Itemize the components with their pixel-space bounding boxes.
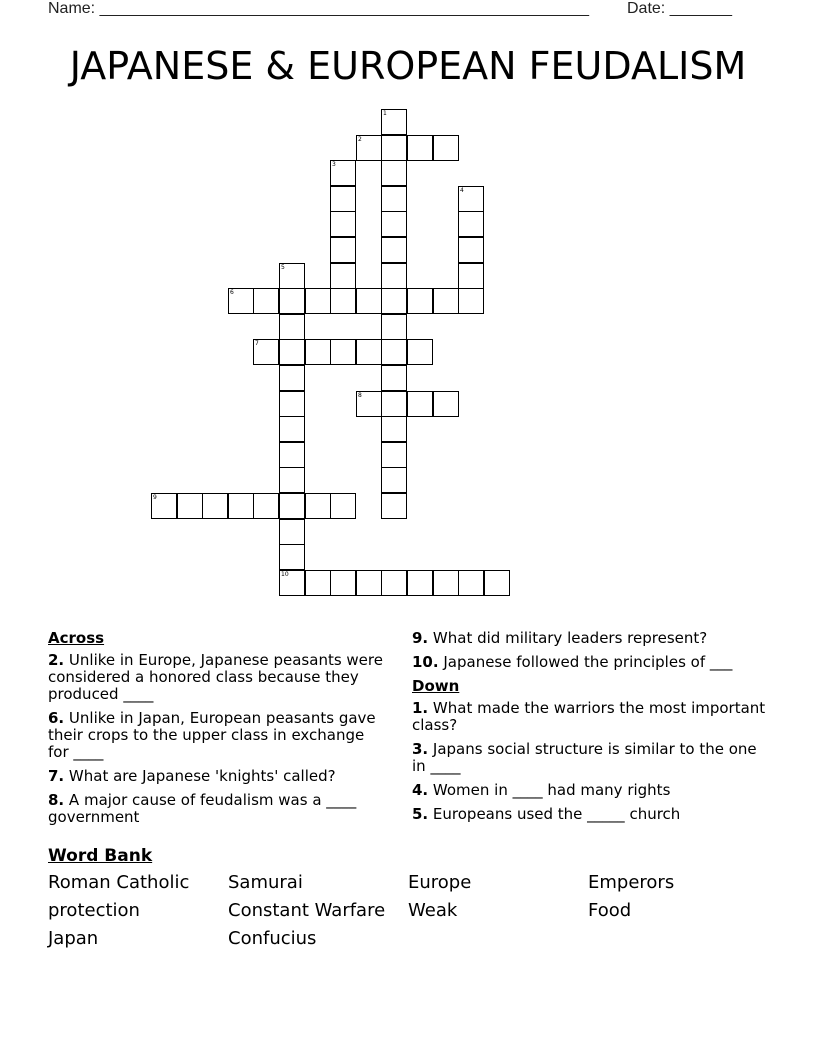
grid-cell[interactable] xyxy=(305,339,331,365)
grid-cell[interactable] xyxy=(433,570,459,596)
cell-number: 9 xyxy=(153,494,157,501)
grid-cell[interactable] xyxy=(381,365,407,391)
word-bank-item: Constant Warfare xyxy=(228,900,386,921)
word-bank xyxy=(48,846,768,949)
grid-cell[interactable] xyxy=(381,288,407,314)
clues-right-column xyxy=(412,630,772,830)
grid-cell[interactable] xyxy=(458,211,484,237)
grid-cell[interactable] xyxy=(381,109,407,135)
word-bank-title: Word Bank xyxy=(48,846,153,866)
grid-cell[interactable] xyxy=(458,288,484,314)
page-title: JAPANESE & EUROPEAN FEUDALISM xyxy=(69,44,747,88)
grid-cell[interactable] xyxy=(279,519,305,545)
grid-cell[interactable] xyxy=(279,416,305,442)
grid-cell[interactable] xyxy=(356,135,382,161)
grid-cell[interactable] xyxy=(381,442,407,468)
down-heading: Down xyxy=(412,677,460,695)
clue-across-6: 6. Unlike in Japan, European peasants gave their crops to the upper class in exchange for ____ xyxy=(48,709,376,761)
date-field[interactable]: Date: _______ xyxy=(627,0,732,17)
word-bank-item: Japan xyxy=(48,928,99,949)
grid-cell[interactable] xyxy=(458,570,484,596)
grid-cell[interactable] xyxy=(279,442,305,468)
grid-cell[interactable] xyxy=(356,288,382,314)
grid-cell[interactable] xyxy=(458,263,484,289)
word-bank-item: Confucius xyxy=(228,928,317,949)
grid-cell[interactable] xyxy=(381,493,407,519)
grid-cell[interactable] xyxy=(381,314,407,340)
grid-cell[interactable] xyxy=(330,570,356,596)
grid-cell[interactable] xyxy=(433,135,459,161)
grid-cell[interactable] xyxy=(381,416,407,442)
word-bank-item: Weak xyxy=(408,900,458,921)
grid-cell[interactable] xyxy=(381,211,407,237)
word-bank-item: Emperors xyxy=(588,872,675,893)
grid-cell[interactable] xyxy=(305,570,331,596)
grid-cell[interactable] xyxy=(458,186,484,212)
clue-down-5: 5. Europeans used the _____ church xyxy=(412,805,681,823)
grid-cell[interactable] xyxy=(330,288,356,314)
grid-cell[interactable] xyxy=(356,391,382,417)
grid-cell[interactable] xyxy=(330,160,356,186)
grid-cell[interactable] xyxy=(253,288,279,314)
grid-cell[interactable] xyxy=(253,493,279,519)
across-heading: Across xyxy=(48,629,105,647)
cell-number: 1 xyxy=(383,110,387,117)
grid-cell[interactable] xyxy=(381,467,407,493)
grid-cell[interactable] xyxy=(279,391,305,417)
grid-cell[interactable] xyxy=(381,391,407,417)
grid-cell[interactable] xyxy=(381,570,407,596)
grid-cell[interactable] xyxy=(305,288,331,314)
clue-down-3: 3. Japans social structure is similar to the one in ____ xyxy=(412,740,757,775)
word-bank-item: protection xyxy=(48,900,140,921)
grid-cell[interactable] xyxy=(279,263,305,289)
word-bank-item: Europe xyxy=(408,872,472,893)
cell-number: 4 xyxy=(460,187,464,194)
grid-cell[interactable] xyxy=(279,339,305,365)
cell-number: 3 xyxy=(332,161,336,168)
grid-cell[interactable] xyxy=(253,339,279,365)
clue-across-2: 2. Unlike in Europe, Japanese peasants were considered a honored class because they produced ____ xyxy=(48,651,383,703)
grid-cell[interactable] xyxy=(407,135,433,161)
grid-cell[interactable] xyxy=(202,493,228,519)
grid-cell[interactable] xyxy=(407,391,433,417)
grid-cell[interactable] xyxy=(381,263,407,289)
grid-cell[interactable] xyxy=(330,186,356,212)
cell-number: 6 xyxy=(230,289,234,296)
grid-cell[interactable] xyxy=(228,493,254,519)
grid-cell[interactable] xyxy=(433,288,459,314)
grid-cell[interactable] xyxy=(279,467,305,493)
clue-across-9: 9. What did military leaders represent? xyxy=(412,629,708,647)
grid-cell[interactable] xyxy=(330,263,356,289)
grid-cell[interactable] xyxy=(279,365,305,391)
grid-cell[interactable] xyxy=(356,339,382,365)
grid-cell[interactable] xyxy=(330,237,356,263)
grid-cell[interactable] xyxy=(177,493,203,519)
grid-cell[interactable] xyxy=(330,339,356,365)
word-bank-list xyxy=(48,872,768,949)
clue-down-1: 1. What made the warriors the most important class? xyxy=(412,699,766,734)
clue-across-7: 7. What are Japanese 'knights' called? xyxy=(48,767,336,785)
grid-cell[interactable] xyxy=(381,186,407,212)
grid-cell[interactable] xyxy=(279,288,305,314)
grid-cell[interactable] xyxy=(228,288,254,314)
grid-cell[interactable] xyxy=(433,391,459,417)
grid-cell[interactable] xyxy=(381,135,407,161)
grid-cell[interactable] xyxy=(279,314,305,340)
clue-across-8: 8. A major cause of feudalism was a ____ government xyxy=(48,791,357,826)
cell-number: 7 xyxy=(255,340,259,347)
grid-cell[interactable] xyxy=(407,339,433,365)
cell-number: 2 xyxy=(358,136,362,143)
grid-cell[interactable] xyxy=(381,237,407,263)
clue-down-4: 4. Women in ____ had many rights xyxy=(412,781,671,799)
cell-number: 5 xyxy=(281,264,285,271)
grid-cell[interactable] xyxy=(458,237,484,263)
grid-cell[interactable] xyxy=(279,493,305,519)
grid-cell[interactable] xyxy=(330,211,356,237)
grid-cell[interactable] xyxy=(407,288,433,314)
grid-cell[interactable] xyxy=(407,570,433,596)
word-bank-item: Samurai xyxy=(228,872,303,893)
clue-across-10: 10. Japanese followed the principles of ___ xyxy=(412,653,733,671)
name-field[interactable]: Name: _______________________________________________________ xyxy=(48,0,589,17)
grid-cell[interactable] xyxy=(151,493,177,519)
grid-cell[interactable] xyxy=(305,493,331,519)
grid-cell[interactable] xyxy=(279,570,305,596)
grid-cell[interactable] xyxy=(381,160,407,186)
cell-number: 10 xyxy=(281,571,289,578)
grid-cell[interactable] xyxy=(484,570,510,596)
grid-cell[interactable] xyxy=(330,493,356,519)
grid-cell[interactable] xyxy=(279,544,305,570)
clues-left-column xyxy=(48,630,383,833)
word-bank-item: Food xyxy=(588,900,632,921)
grid-cell[interactable] xyxy=(356,570,382,596)
cell-number: 8 xyxy=(358,392,362,399)
word-bank-item: Roman Catholic xyxy=(48,872,190,893)
grid-cell[interactable] xyxy=(381,339,407,365)
